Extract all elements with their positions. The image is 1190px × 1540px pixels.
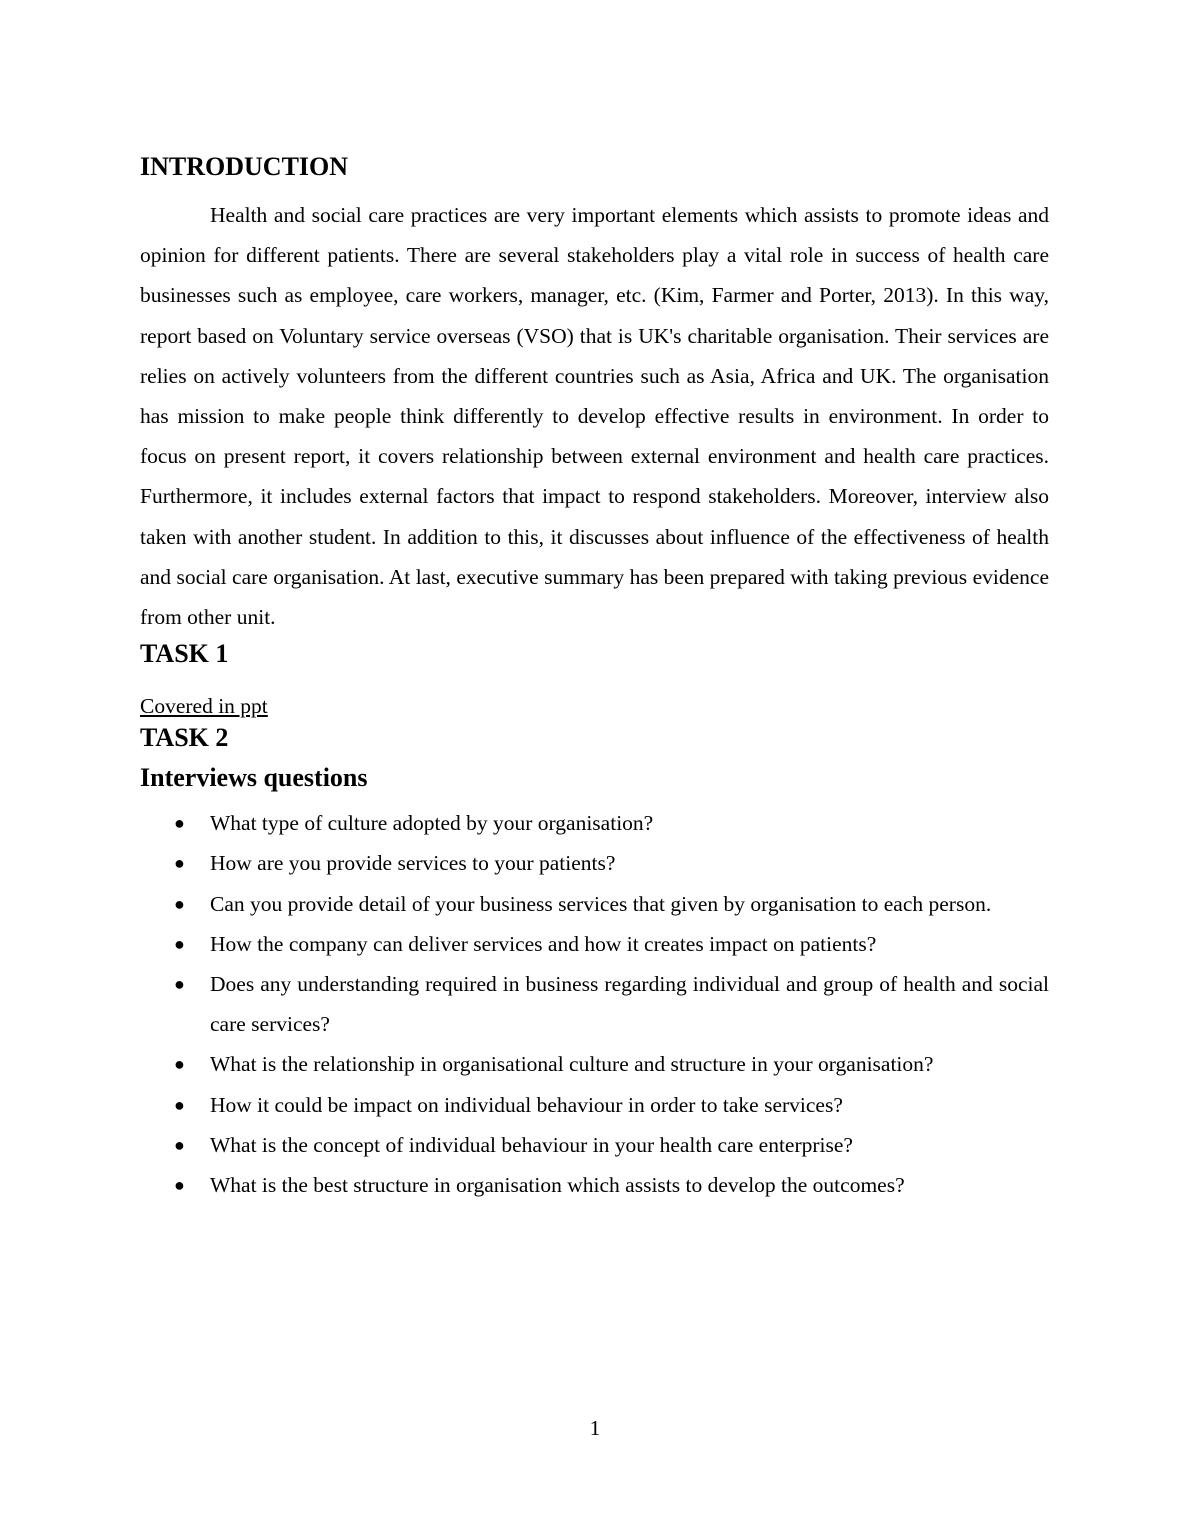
list-item xyxy=(140,1165,1049,1205)
bullet-icon: ● xyxy=(174,974,185,995)
question-text: What is the concept of individual behaviour in your health care enterprise? xyxy=(210,1132,853,1157)
document-page xyxy=(140,150,1049,1205)
page-number: 1 xyxy=(589,1416,601,1440)
question-text: How it could be impact on individual behaviour in order to take services? xyxy=(210,1092,843,1117)
bullet-icon: ● xyxy=(174,933,185,954)
task1-note: Covered in ppt xyxy=(140,694,268,719)
question-text: What type of culture adopted by your organisation? xyxy=(210,811,654,836)
task2-heading: TASK 2 xyxy=(140,723,229,753)
question-text: What is the relationship in organisational culture and structure in your organisation? xyxy=(210,1052,934,1077)
list-item xyxy=(140,1125,1049,1165)
bullet-icon: ● xyxy=(174,1175,185,1196)
bullet-icon: ● xyxy=(174,1094,185,1115)
list-item xyxy=(140,1044,1049,1084)
list-item xyxy=(140,843,1049,883)
interview-questions-list xyxy=(140,803,1049,1205)
question-text: Can you provide detail of your business services that given by organisation to each person. xyxy=(210,891,992,916)
bullet-icon: ● xyxy=(174,813,185,834)
question-text: Does any understanding required in business regarding individual and group of health and social care services? xyxy=(210,972,1049,1037)
question-text: What is the best structure in organisation which assists to develop the outcomes? xyxy=(210,1173,905,1198)
list-item xyxy=(140,964,1049,1044)
bullet-icon: ● xyxy=(174,1134,185,1155)
list-item xyxy=(140,884,1049,924)
list-item xyxy=(140,1085,1049,1125)
introduction-heading: INTRODUCTION xyxy=(140,152,349,181)
list-item xyxy=(140,803,1049,843)
task1-heading: TASK 1 xyxy=(140,639,229,669)
question-text: How are you provide services to your patients? xyxy=(210,851,616,876)
list-item xyxy=(140,924,1049,964)
bullet-icon: ● xyxy=(174,853,185,874)
interview-questions-heading: Interviews questions xyxy=(140,763,368,793)
introduction-paragraph: Health and social care practices are very important elements which assists to promote ideas and opinion for different patients. There are several stakeholders play a vital role in success of health care businesses such as employee, care workers, manager, etc. (Kim, Farmer and Porter, 2013). In this way, report based on Voluntary service overseas (VSO) that is UK's charitable organisation. Their services are relies on actively volunteers from the different countries such as Asia, Africa and UK. The organisation has mission to make people think differently to develop effective results in environment. In order to focus on present report, it covers relationship between external environment and health care practices. Furthermore, it includes external factors that impact to respond stakeholders. Moreover, interview also taken with another student. In addition to this, it discusses about influence of the effectiveness of health and social care organisation. At last, executive summary has been prepared with taking previous evidence from other unit. xyxy=(140,203,1049,630)
bullet-icon: ● xyxy=(174,893,185,914)
question-text: How the company can deliver services and how it creates impact on patients? xyxy=(210,931,877,956)
bullet-icon: ● xyxy=(174,1054,185,1075)
